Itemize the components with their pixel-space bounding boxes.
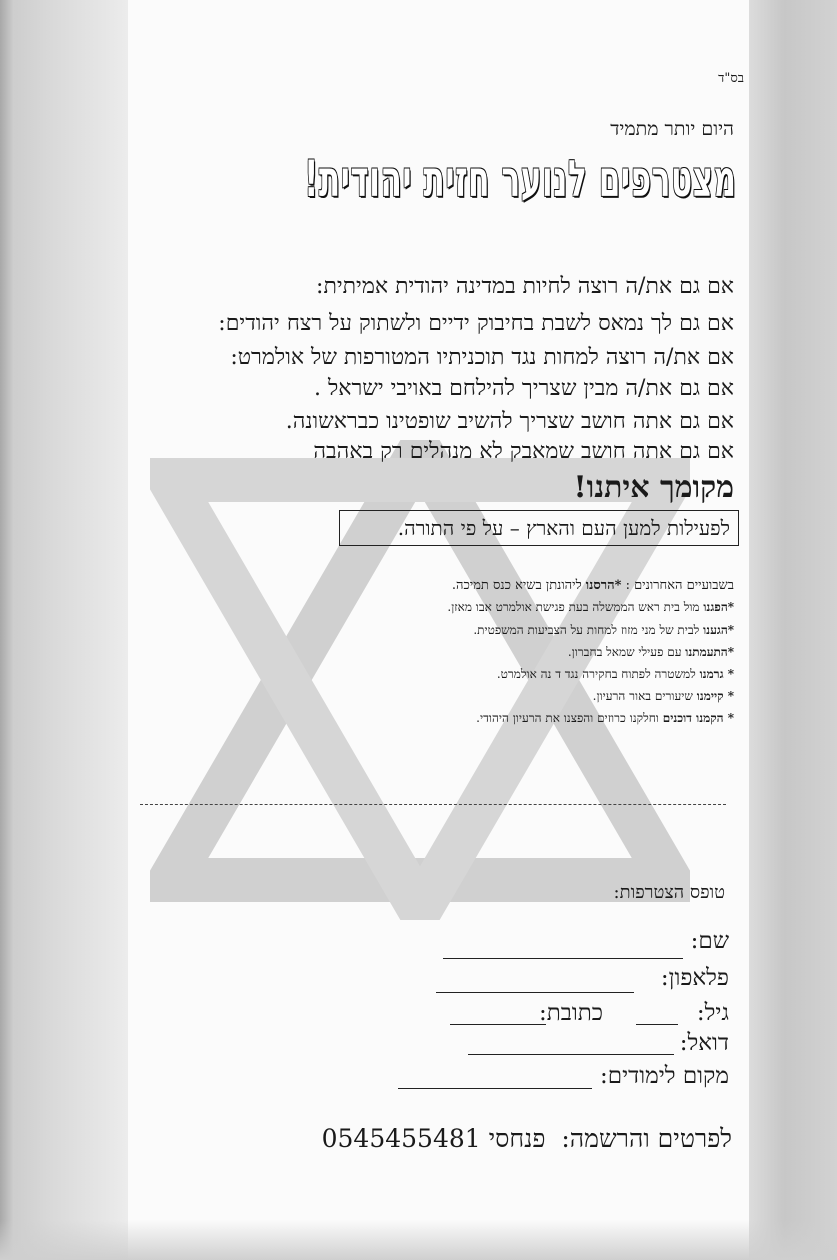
activity-item [593,689,734,704]
address-field[interactable] [450,1024,546,1025]
cut-line [140,804,726,805]
condition-line: אם גם אתה חושב שצריך להשיב שופטינו כבראשונה. [285,409,734,434]
headline: מצטרפים לנוער חזית יהודית! [304,150,737,208]
activity-verb: *התעמתנו [685,645,734,659]
bsd-mark: בס"ד [718,71,744,86]
condition-line: אם גם אתה חושב שמאבק לא מנהלים רק באהבה [313,439,734,464]
activity-text: לבית של מני מזוז למחות על הצביעות המשפטית. [473,623,704,637]
activity-text: עם פעילי שמאל בחברון. [567,645,686,659]
email-label: דואל: [679,1030,729,1056]
age-label: גיל: [696,1000,729,1026]
age-field[interactable] [636,1024,678,1025]
recent-intro-label: בשבועיים האחרונים : [625,578,734,593]
recent-first-verb: *הרסנו [585,578,622,593]
email-field[interactable] [468,1054,674,1055]
slogan-box [339,510,739,546]
phone-label: פלאפון: [660,965,729,991]
call-to-action: מקומך איתנו! [573,470,734,505]
contact-label: לפרטים והרשמה: [561,1124,732,1153]
activity-verb: *הגענו [703,623,734,637]
condition-line: אם גם את/ה רוצה לחיות במדינה יהודית אמיתית: [316,274,734,299]
scan-shadow-left [0,0,128,1260]
activity-text: מול בית ראש הממשלה בעת פגישת אולמרט אבו מאזן. [447,600,704,614]
activity-verb: * הקמנו דוכנים [662,711,734,725]
activity-item [568,645,734,660]
activity-text: למשטרה לפתוח בחקירה נגד ד נה אולמרט. [496,667,700,681]
activity-verb: * גרמנו [699,667,734,681]
school-label: מקום לימודים: [600,1063,729,1089]
activity-verb: * קיימנו [696,689,734,703]
condition-line: אם גם לך נמאס לשבת בחיבוק ידיים ולשתוק על רצח יהודים: [218,311,734,336]
phone-field[interactable] [436,992,634,993]
activity-item [497,667,734,682]
activity-text: וחלקנו כרוזים והפצנו את הרעיון היהודי. [476,711,663,725]
address-label: כתובת: [538,1000,603,1026]
activity-item [447,600,734,615]
recent-first-text: ליהונתן בשיא כנס תמיכה. [451,578,586,593]
scan-shadow-bottom [0,1220,837,1260]
form-title: טופס הצטרפות: [613,882,725,903]
name-label: שם: [690,928,729,954]
activity-verb: *הפגנו [703,600,734,614]
activity-item [476,711,734,726]
recent-activities-intro [452,577,734,593]
condition-line: אם גם את/ה מבין שצריך להילחם באויבי ישראל . [313,376,734,401]
subheading: היום יותר מתמיד [610,118,734,140]
condition-line: אם את/ה רוצה למחות נגד תוכניתיו המטורפות של אולמרט: [230,345,734,370]
contact-phone: 0545455481 [321,1124,481,1153]
scan-shadow-left-inner [0,0,14,1260]
contact-person: פנחסי [488,1124,546,1153]
activity-text: שיעורים באור הרעיון. [592,689,697,703]
activity-item [473,623,734,638]
slogan-text: לפעילות למען העם והארץ – על פי התורה. [397,516,730,540]
contact-line [322,1124,732,1154]
name-field[interactable] [443,958,683,959]
scan-shadow-right [749,0,837,1260]
school-field[interactable] [398,1088,592,1089]
